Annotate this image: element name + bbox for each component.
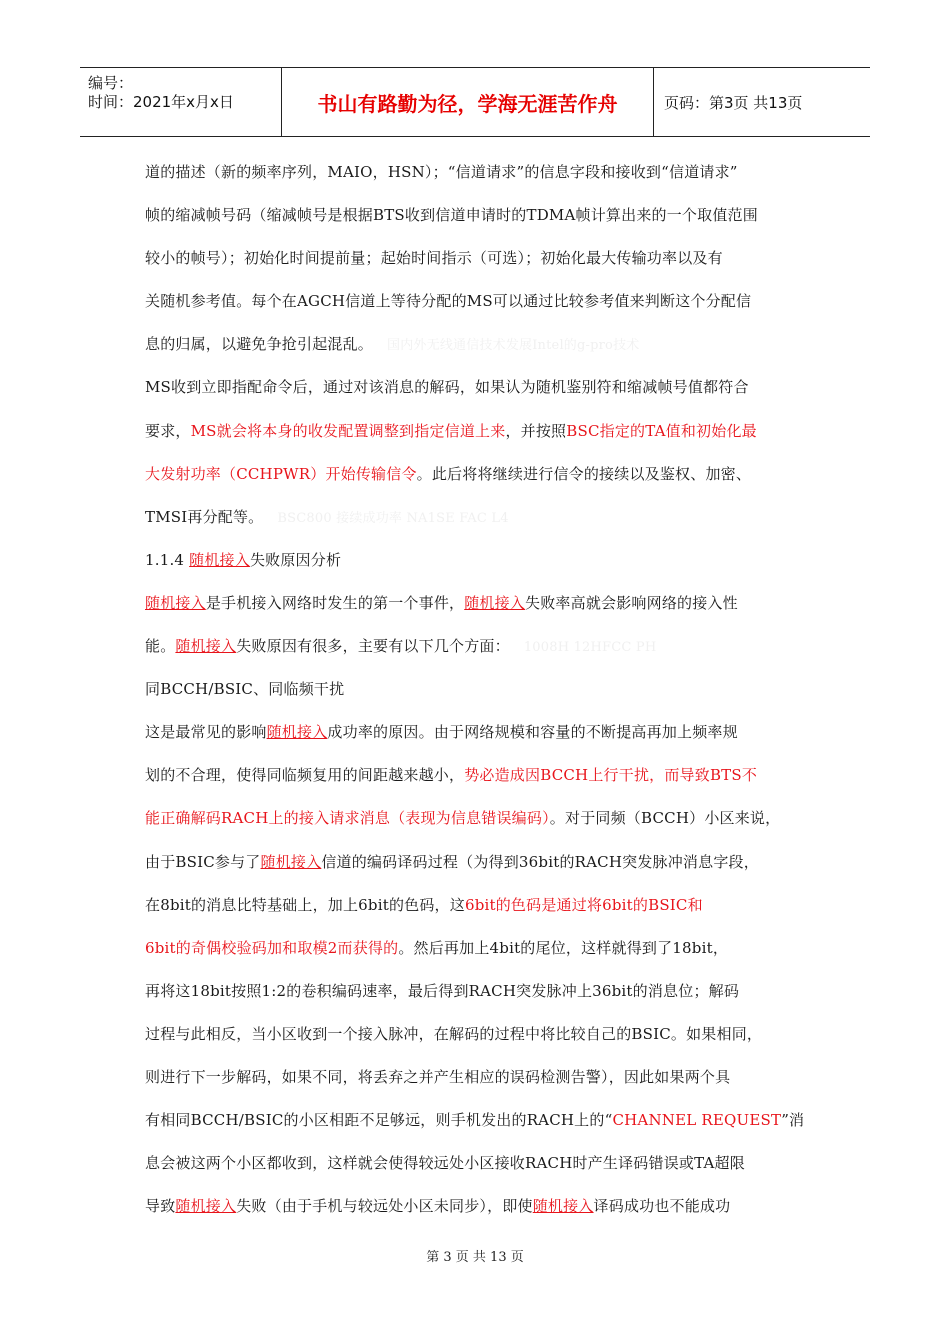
text-line [145, 586, 825, 629]
text-run: 再将这18bit按照1:2的卷积编码速率，最后得到RACH突发脉冲上36bit的消息位；解码 [145, 981, 740, 1000]
term-link[interactable]: 随机接入 [175, 1197, 237, 1216]
text-run: 是手机接入网络时发生的第一个事件， [205, 593, 465, 612]
highlighted-text: 6bit的色码是通过将6bit的BSIC和 [464, 895, 703, 914]
text-run: 帧的缩减帧号码（缩减帧号是根据BTS收到信道申请时的TDMA帧计算出来的一个取值范围 [145, 206, 758, 225]
text-line [145, 457, 825, 500]
text-run: TMSI再分配等。 [145, 507, 264, 526]
text-line [145, 284, 825, 327]
watermark-text: 1008H 12HFCC PH [523, 640, 657, 656]
term-link[interactable]: 随机接入 [260, 852, 322, 871]
text-run: 成功率的原因。由于网络规模和容量的不断提高再加上频率规 [327, 723, 738, 742]
highlighted-text: CHANNEL REQUEST [612, 1111, 782, 1130]
text-run: 关随机参考值。每个在AGCH信道上等待分配的MS可以通过比较参考值来判断这个分配信 [145, 292, 752, 311]
term-link[interactable]: 随机接入 [145, 593, 206, 612]
text-run: 失败原因分析 [249, 550, 342, 569]
highlighted-text: 能正确解码RACH上的接入请求消息（表现为信息错误编码） [145, 809, 550, 828]
text-line [145, 845, 825, 888]
text-run: 由于BSIC参与了 [145, 852, 261, 871]
text-run: 过程与此相反，当小区收到一个接入脉冲，在解码的过程中将比较自己的BSIC。如果相同， [145, 1024, 763, 1043]
text-run: 。对于同频（BCCH）小区来说， [549, 809, 781, 828]
text-line [145, 715, 825, 758]
text-line [145, 198, 825, 241]
text-line [145, 1060, 825, 1103]
highlighted-text: 大发射功率（CCHPWR）开始传输信令 [145, 464, 417, 483]
text-run: 信道的编码译码过程（为得到36bit的RACH突发脉冲消息字段， [321, 852, 759, 871]
text-run: 这是最常见的影响 [145, 723, 267, 742]
text-run: 失败原因有很多，主要有以下几个方面： [236, 637, 510, 656]
text-run: 息会被这两个小区都收到，这样就会使得较远处小区接收RACH时产生译码错误或TA超限 [145, 1154, 745, 1173]
page-header [80, 67, 870, 137]
text-line [145, 327, 825, 370]
term-link[interactable]: 随机接入 [266, 723, 328, 742]
highlighted-text: 势必造成因BCCH上行干扰，而导致BTS不 [464, 766, 758, 785]
text-run: 。此后将将继续进行信令的接续以及鉴权、加密、 [416, 464, 752, 483]
term-link[interactable]: 随机接入 [532, 1197, 594, 1216]
text-run: 失败（由于手机与较远处小区未同步），即使 [236, 1197, 533, 1216]
text-line [145, 241, 825, 284]
text-run: 在8bit的消息比特基础上，加上6bit的色码，这 [145, 895, 465, 914]
document-body [145, 155, 825, 1232]
text-line [145, 1017, 825, 1060]
text-run: 失败率高就会影响网络的接入性 [525, 593, 738, 612]
text-run: 道的描述（新的频率序列，MAIO，HSN）；“信道请求”的信息字段和接收到“信道请求” [145, 163, 738, 181]
watermark-text: 国内外无线通信技术发展Intel的g-pro技术 [387, 338, 640, 354]
text-run: 则进行下一步解码，如果不同，将丢弃之并产生相应的误码检测告警），因此如果两个具 [145, 1067, 731, 1086]
text-line [145, 888, 825, 931]
text-line [145, 370, 825, 413]
highlighted-text: MS就会将本身的收发配置调整到指定信道上来 [190, 421, 506, 440]
header-page-info: 页码：第3页 共13页 [664, 93, 803, 112]
highlighted-text: BSC指定的TA值和初始化最 [566, 421, 757, 440]
watermark-text: BSC800 接续成功率 NA1SE FAC L4 [277, 510, 509, 526]
text-run: ，并按照 [505, 421, 567, 440]
text-line [145, 931, 825, 974]
text-run: 同BCCH/BSIC、同临频干扰 [145, 680, 345, 699]
text-line [145, 414, 825, 457]
header-meta [80, 68, 282, 136]
text-run: 划的不合理，使得同临频复用的间距越来越小， [145, 766, 465, 785]
text-line [145, 1146, 825, 1189]
text-line [145, 974, 825, 1017]
text-run: 较小的帧号）；初始化时间提前量；起始时间指示（可选）；初始化最大传输功率以及有 [145, 249, 723, 268]
highlighted-text: 6bit的奇偶校验码加和取模2而获得的 [145, 938, 399, 957]
text-run: 息的归属，以避免争抢引起混乱。 [145, 335, 374, 354]
text-line [145, 155, 825, 198]
header-motto: 书山有路勤为径，学海无涯苦作舟 [282, 68, 654, 136]
term-link[interactable]: 随机接入 [464, 593, 526, 612]
text-run: MS收到立即指配命令后，通过对该消息的解码，如果认为随机鉴别符和缩减帧号值都符合 [145, 378, 749, 397]
term-link[interactable]: 随机接入 [189, 550, 250, 569]
text-run: 能。 [145, 637, 176, 656]
text-run: 有相同BCCH/BSIC的小区相距不足够远，则手机发出的RACH上的“ [145, 1111, 613, 1130]
text-run: 1.1.4 [145, 550, 190, 569]
text-run: 。然后再加上4bit的尾位，这样就得到了18bit， [398, 938, 729, 957]
text-line [145, 543, 825, 586]
text-line [145, 500, 825, 543]
document-date: 时间：2021年x月x日 [88, 93, 234, 111]
text-line [145, 672, 825, 715]
text-run: 译码成功也不能成功 [593, 1197, 731, 1216]
text-line [145, 1103, 825, 1146]
text-run: 导致 [145, 1197, 176, 1216]
text-run: ”消 [781, 1111, 805, 1130]
page-footer: 第 3 页 共 13 页 [426, 1250, 524, 1265]
text-line [145, 1189, 825, 1232]
document-code-label: 编号： [88, 74, 134, 92]
term-link[interactable]: 随机接入 [175, 637, 237, 656]
text-line [145, 758, 825, 801]
text-run: 要求， [145, 421, 191, 440]
text-line [145, 801, 825, 844]
text-line [145, 629, 825, 672]
